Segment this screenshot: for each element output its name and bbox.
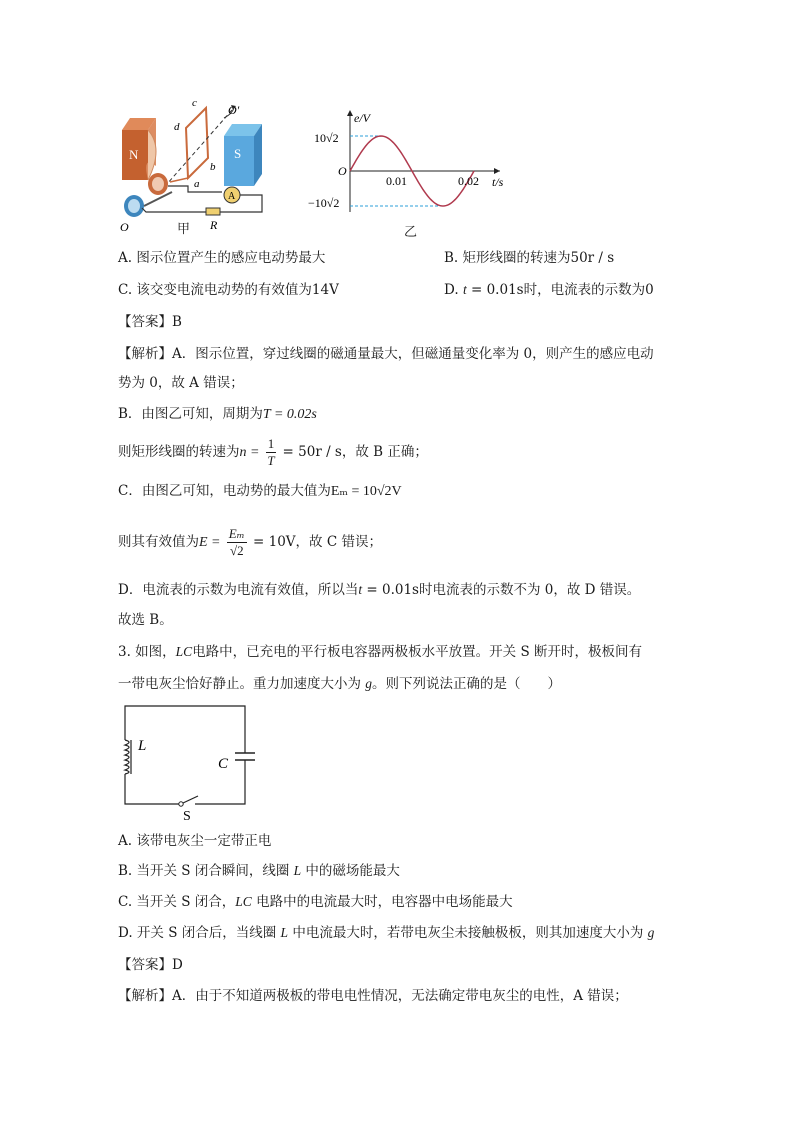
q2-option-c: C. 该交变电流电动势的有效值为14V — [118, 282, 339, 298]
q2-option-a: A. 图示位置产生的感应电动势最大 — [118, 250, 326, 266]
q2-exp-7-pre: D．电流表的示数为电流有效值，所以当 — [118, 582, 359, 598]
switch-label: S — [183, 809, 191, 822]
label-o-prime: O′ — [228, 103, 240, 117]
q2-option-d — [444, 280, 654, 300]
q2-exp-6-pre: 则其有效值为 — [118, 534, 199, 550]
label-c: c — [192, 97, 197, 109]
q3-stem-2-g: g — [365, 676, 373, 691]
q2-exp-4-den: T — [267, 453, 275, 468]
q2-exp-2: 势为 0，故 A 错误； — [118, 375, 244, 391]
q2-option-d-post: = 0.01s时，电流表的示数为0 — [466, 282, 654, 298]
q3-option-a: A. 该带电灰尘一定带正电 — [118, 833, 272, 849]
q3-stem-2-pre: 一带电灰尘恰好静止。重力加速度大小为 — [118, 676, 366, 692]
origin-label: O — [338, 164, 347, 178]
caption-jia: 甲 — [177, 222, 191, 237]
q2-exp-5 — [118, 481, 402, 502]
q3-exp-1: 【解析】A．由于不知道两极板的带电电性情况，无法确定带电灰尘的电性，A 错误； — [118, 988, 628, 1004]
q2-option-d-pre: D. — [444, 282, 463, 298]
q2-option-d-t: t — [462, 282, 467, 297]
emf-chart — [308, 108, 518, 218]
q3-option-d-pre: D. 开关 S 闭合后，当线圈 — [118, 925, 281, 941]
n-label: N — [129, 147, 139, 162]
n-magnet — [122, 118, 156, 180]
x-tick-2: 0.02 — [458, 174, 479, 188]
q2-exp-6-post: = 10V，故 C 错误； — [248, 534, 382, 550]
q2-exp-4-post: = 50r / s，故 B 正确； — [278, 444, 428, 460]
lc-circuit — [118, 700, 258, 822]
q3-option-d — [118, 923, 654, 943]
q2-exp-4-frac — [266, 436, 277, 469]
q3-option-d-l: L — [280, 925, 289, 940]
q2-answer: 【答案】B — [118, 314, 182, 330]
q2-exp-5-math: Eₘ = 10√2V — [330, 484, 402, 499]
ammeter-label: A — [228, 191, 236, 202]
q3-stem-1 — [118, 642, 642, 662]
caption-yi: 乙 — [404, 225, 418, 240]
q2-exp-4-pre: 则矩形线圈的转速为 — [118, 444, 240, 460]
q3-option-c-post: 电路中的电流最大时，电容器中电场能最大 — [251, 894, 513, 910]
q3-stem-2 — [118, 674, 561, 694]
label-b: b — [210, 161, 216, 173]
q3-stem-2-post: 。则下列说法正确的是（ ） — [372, 676, 562, 692]
y-axis-label: e/V — [354, 111, 370, 125]
generator-figure — [112, 96, 272, 236]
label-o: O — [120, 220, 129, 234]
q3-option-c-pre: C. 当开关 S 闭合， — [118, 894, 236, 910]
y-min-label: −10√2 — [308, 196, 340, 210]
q2-exp-3-math: T = 0.02s — [262, 407, 317, 422]
q2-exp-6-den: √2 — [229, 543, 244, 558]
q3-option-d-mid: 中电流最大时，若带电灰尘未接触极板，则其加速度大小为 — [288, 925, 648, 941]
x-tick-1: 0.01 — [386, 174, 407, 188]
label-d: d — [174, 121, 180, 133]
q3-option-d-g: g — [647, 925, 655, 940]
x-axis-label: t/s — [492, 175, 504, 189]
q2-exp-4-n: n = — [239, 445, 260, 460]
q3-option-c-lc: LC — [235, 894, 252, 909]
q2-exp-3-pre: B．由图乙可知，周期为 — [118, 406, 263, 422]
q3-stem-1-post: 电路中，已充电的平行板电容器两极板水平放置。开关 S 断开时，极板间有 — [192, 644, 643, 660]
q3-stem-1-pre: 3. 如图， — [118, 644, 176, 660]
q3-option-c — [118, 892, 513, 912]
label-a: a — [194, 178, 200, 190]
q3-option-b-post: 中的磁场能最大 — [301, 863, 400, 879]
s-magnet — [224, 124, 262, 186]
q2-exp-3 — [118, 404, 317, 425]
q2-exp-6 — [118, 522, 382, 563]
q2-exp-4-num: 1 — [267, 436, 275, 451]
q2-exp-7-post: = 0.01s时电流表的示数不为 0，故 D 错误。 — [362, 582, 641, 598]
q2-exp-6-e: E = — [199, 535, 221, 550]
coil — [186, 108, 208, 178]
q2-exp-1: 【解析】A．图示位置，穿过线圈的磁通量最大，但磁通量变化率为 0，则产生的感应电动 — [118, 346, 654, 362]
y-max-label: 10√2 — [314, 131, 339, 145]
q3-option-b — [118, 861, 400, 881]
q3-stem-1-lc: LC — [175, 644, 193, 659]
label-r: R — [210, 218, 218, 232]
q2-option-b: B. 矩形线圈的转速为50r / s — [444, 250, 615, 266]
q2-exp-6-num: Eₘ — [228, 526, 245, 541]
inductor-label: L — [138, 738, 147, 754]
q2-exp-7 — [118, 580, 640, 600]
switch-blade — [183, 796, 198, 803]
s-label: S — [234, 146, 242, 161]
q3-option-b-pre: B. 当开关 S 闭合瞬间，线圈 — [118, 863, 294, 879]
q2-exp-6-frac — [227, 526, 247, 559]
q2-exp-7-t: t — [358, 582, 363, 597]
q2-exp-4 — [118, 432, 428, 473]
capacitor-label: C — [218, 756, 229, 772]
q3-answer: 【答案】D — [118, 957, 183, 973]
q2-exp-5-pre: C．由图乙可知，电动势的最大值为 — [118, 483, 331, 499]
q3-option-b-l: L — [293, 863, 302, 878]
q2-exp-8: 故选 B。 — [118, 612, 173, 628]
inductor-coil — [125, 740, 129, 774]
